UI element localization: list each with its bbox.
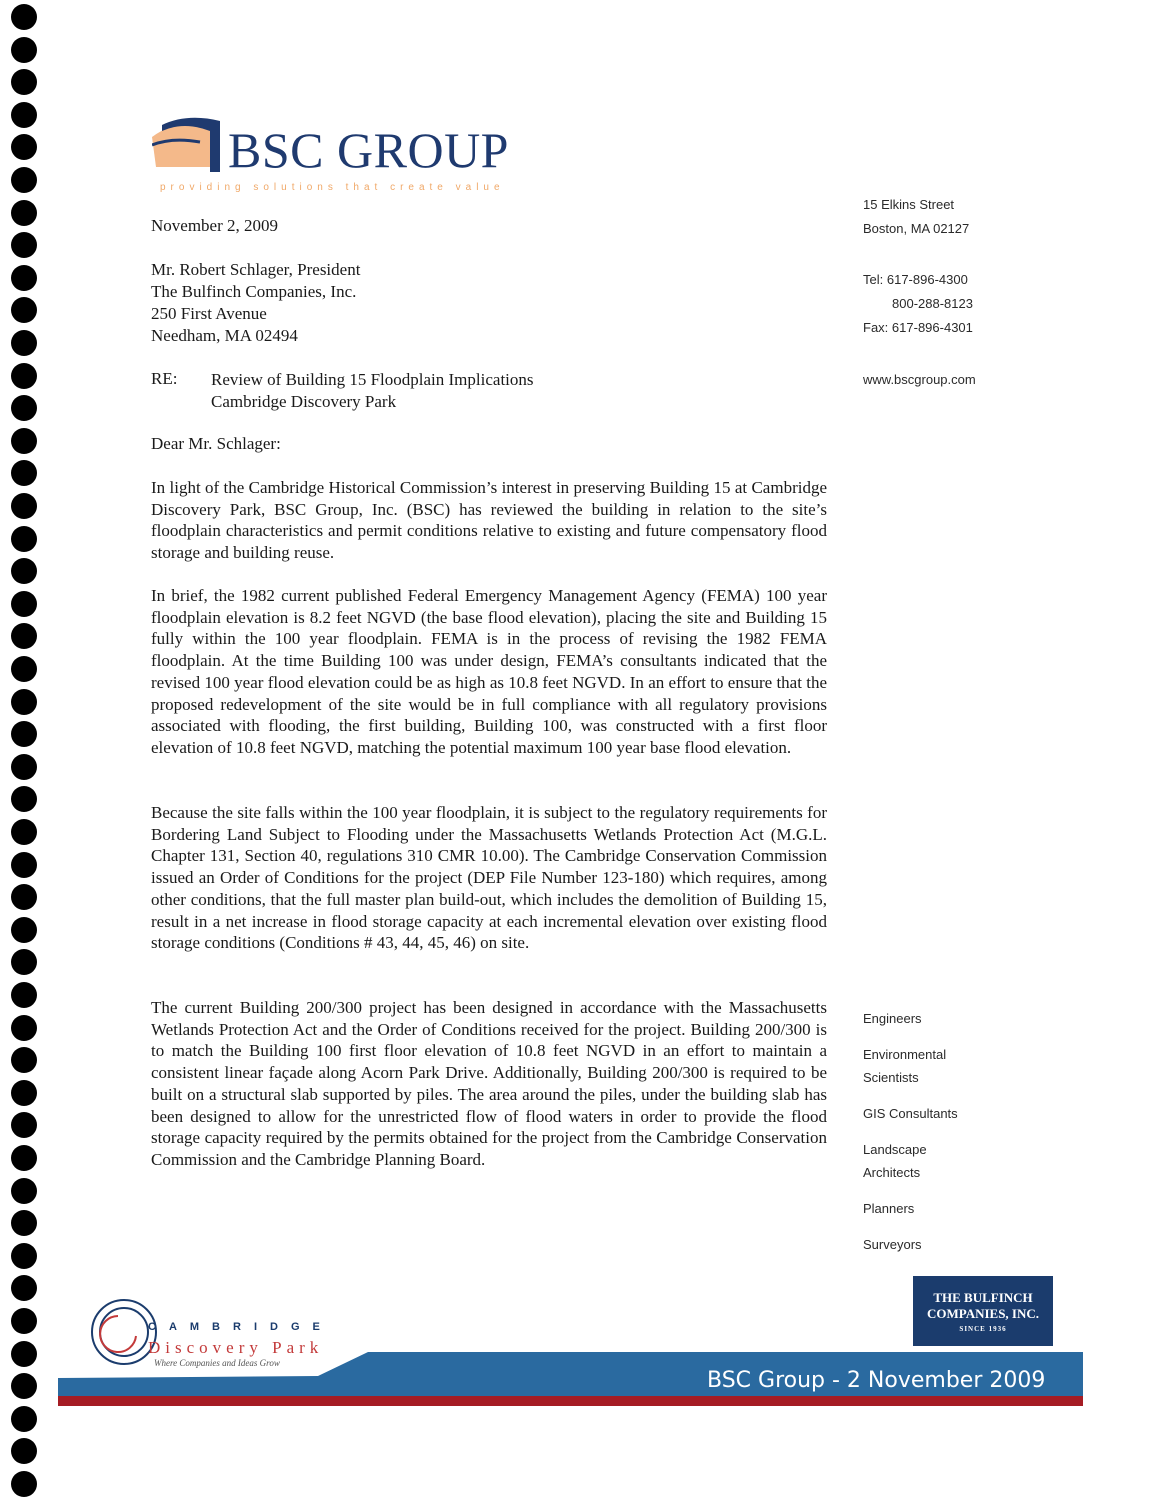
binding-hole-icon [11,232,37,258]
tel-line [863,272,973,296]
addressee-line: 250 First Avenue [151,304,267,323]
addressee-block [151,259,360,347]
letter-date: November 2, 2009 [151,216,279,235]
binding-hole-icon [11,363,37,389]
binding-hole-icon [11,1015,37,1041]
binding-hole-icon [11,558,37,584]
binding-hole-icon [11,1308,37,1334]
binding-hole-icon [11,949,37,975]
body-paragraph: In light of the Cambridge Historical Commission’s interest in preserving Building 15 at Cambridge Discovery Park, BSC Group, Inc. (BSC) has reviewed the building in relation to the site’s floodplain characteristics and permit conditions relative to existing and future compensatory flood storage and building reuse. [151,478,827,563]
salutation: Dear Mr. Schlager: [151,434,281,453]
fax-label: Fax: [863,320,889,335]
cdp-subtitle: Discovery Park [148,1338,324,1357]
binding-hole-icon [11,689,37,715]
binding-hole-icon [11,4,37,30]
binding-hole-icon [11,982,37,1008]
binding-hole-icon [11,721,37,747]
binding-hole-icon [11,819,37,845]
contact-phones [863,272,973,335]
fax-line [863,320,973,335]
binding-hole-icon [11,852,37,878]
subject-block [211,369,534,413]
bulfinch-name-2: COMPANIES, INC. [926,1306,1040,1321]
address-line: Boston, MA 02127 [863,221,970,236]
binding-hole-icon [11,460,37,486]
binding-hole-icon [11,917,37,943]
binding-hole-icon [11,37,37,63]
address-line: 15 Elkins Street [863,197,955,212]
binding-hole-icon [11,591,37,617]
binding-hole-icon [11,330,37,356]
tel-label: Tel: [863,272,884,287]
service-item: Landscape [863,1142,927,1157]
service-item: Scientists [863,1070,919,1085]
fax-number: 617-896-4301 [891,320,973,335]
website-link[interactable]: www.bscgroup.com [863,372,976,387]
cdp-name: CAMBRIDGE [148,1321,333,1333]
service-item: GIS Consultants [863,1106,958,1121]
binding-hole-icon [11,1047,37,1073]
service-item: Engineers [863,1011,922,1026]
body-paragraph: The current Building 200/300 project has been designed in accordance with the Massachusetts Wetlands Protection Act and the Order of Conditions received for the project. Building 200/300 is to match the Building 100 first floor elevation of 10.8 feet NGVD in an effort to maintain a consistent linear façade along Acorn Park Drive. Additionally, Building 200/300 is required to be built on a structural slab supported by piles. The area around the piles, under the building slab has been designed to allow for the unrestricted flow of flood waters in order to provide the flood storage capacity required by the permits obtained for the project from the Cambridge Conservation Commission and the Cambridge Planning Board. [151,998,827,1169]
binding-hole-icon [11,1438,37,1464]
service-item: Architects [863,1165,921,1180]
binding-hole-icon [11,493,37,519]
re-label: RE: [151,369,178,388]
binding-hole-icon [11,297,37,323]
bulfinch-logo [913,1276,1053,1346]
addressee-line: The Bulfinch Companies, Inc. [151,282,357,301]
binding-hole-icon [11,1210,37,1236]
binding-hole-icon [11,1178,37,1204]
company-tagline: providing solutions that create value [160,182,505,193]
binding-hole-icon [11,167,37,193]
binding-hole-icon [11,1112,37,1138]
bsc-logo-icon [152,117,222,172]
bulfinch-name: THE BULFINCH [933,1290,1033,1305]
subject-line: Cambridge Discovery Park [211,392,397,411]
binding-hole-icon [11,265,37,291]
addressee-line: Needham, MA 02494 [151,326,298,345]
binding-hole-icon [11,656,37,682]
subject-line: Review of Building 15 Floodplain Implications [211,370,534,389]
binding-hole-icon [11,69,37,95]
binding-hole-icon [11,1406,37,1432]
binding-hole-icon [11,786,37,812]
service-item: Surveyors [863,1237,922,1252]
binding-hole-icon [11,1373,37,1399]
cdp-slogan: Where Companies and Ideas Grow [154,1358,280,1368]
bulfinch-since: SINCE 1936 [959,1325,1007,1333]
binding-hole-icon [11,884,37,910]
binding-hole-icon [11,1080,37,1106]
binding-hole-icon [11,526,37,552]
binding-hole-icon [11,395,37,421]
service-item: Environmental [863,1047,947,1062]
binding-hole-icon [11,428,37,454]
binding-hole-icon [11,1471,37,1497]
spiral-binding [0,0,40,1500]
binding-hole-icon [11,623,37,649]
binding-hole-icon [11,134,37,160]
tel-number-alt: 800-288-8123 [892,296,973,311]
binding-hole-icon [11,1145,37,1171]
binding-hole-icon [11,102,37,128]
body-paragraph: In brief, the 1982 current published Federal Emergency Management Agency (FEMA) 100 year floodplain elevation is 8.2 feet NGVD (the base flood elevation), placing the site and Building 15 fully within the 100 year floodplain. FEMA is in the process of revising the 1982 FEMA floodplain. At the time Building 100 was under design, FEMA’s consultants indicated that the revised 100 year flood elevation could be as high as 10.8 feet NGVD. In an effort to ensure that the proposed redevelopment of the site would be in full compliance with all regulatory provisions associated with flooding, the first building, Building 100, was constructed with a first floor elevation of 10.8 feet NGVD, matching the potential maximum 100 year base flood elevation. [151,586,827,757]
binding-hole-icon [11,1341,37,1367]
binding-hole-icon [11,200,37,226]
company-name: BSC GROUP [228,122,509,178]
binding-hole-icon [11,1275,37,1301]
service-item: Planners [863,1201,915,1216]
tel-number: 617-896-4300 [886,272,968,287]
footer-caption: BSC Group - 2 November 2009 [707,1368,1046,1393]
binding-hole-icon [11,1243,37,1269]
addressee-line: Mr. Robert Schlager, President [151,260,361,279]
body-paragraph: Because the site falls within the 100 year floodplain, it is subject to the regulatory requirements for Bordering Land Subject to Flooding under the Massachusetts Wetlands Protection Act (M.G.L. Chapter 131, Section 40, regulations 310 CMR 10.00). The Cambridge Conservation Commission issued an Order of Conditions for the project (DEP File Number 123-180) which requires, among other conditions, that the full master plan build-out, which includes the demolition of Building 15, result in a net increase in flood storage capacity at each incremental elevation over existing flood storage conditions (Conditions # 43, 44, 45, 46) on site. [151,803,827,953]
contact-address [863,197,969,236]
binding-hole-icon [11,754,37,780]
